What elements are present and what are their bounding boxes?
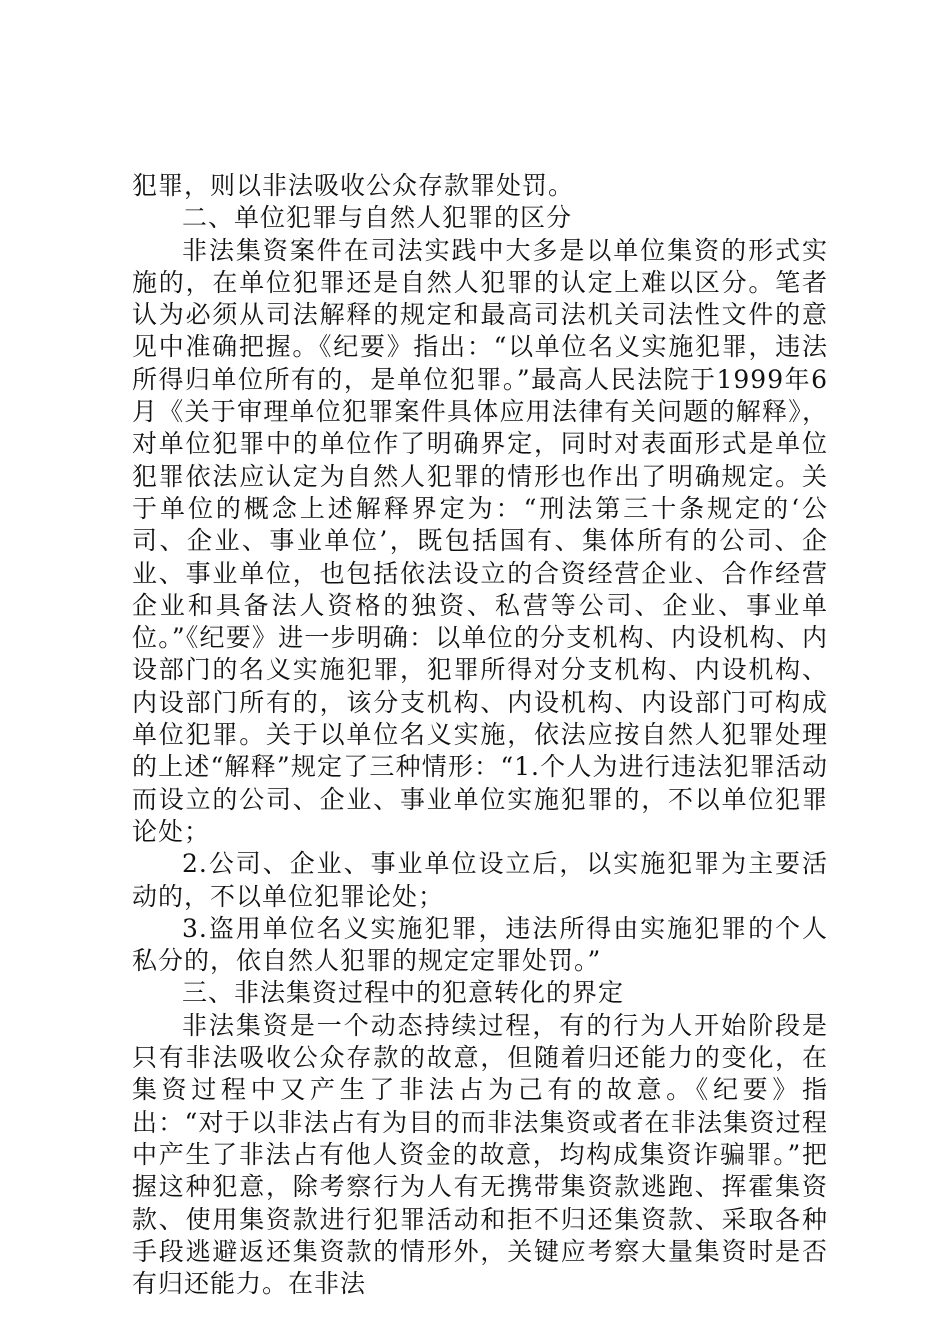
paragraph-item-2: 2.公司、企业、事业单位设立后，以实施犯罪为主要活动的，不以单位犯罪论处； — [132, 849, 828, 911]
paragraph-unit-crime: 非法集资案件在司法实践中大多是以单位集资的形式实施的，在单位犯罪还是自然人犯罪的认定上难以区分。笔者认为必须从司法解释的规定和最高司法机关司法性文件的意见中准确把握。《纪要》指出：“以单位名义实施犯罪，违法所得归单位所有的，是单位犯罪。”最高人民法院于1999年6月《关于审理单位犯罪案件具体应用法律有关问题的解释》，对单位犯罪中的单位作了明确界定，同时对表面形式是单位犯罪依法应认定为自然人犯罪的情形也作出了明确规定。关于单位的概念上述解释界定为：“刑法第三十条规定的‘公司、企业、事业单位’，既包括国有、集体所有的公司、企业、事业单位，也包括依法设立的合资经营企业、合作经营企业和具备法人资格的独资、私营等公司、企业、事业单位。”《纪要》进一步明确：以单位的分支机构、内设机构、内设部门的名义实施犯罪，犯罪所得对分支机构、内设机构、内设部门所有的，该分支机构、内设机构、内设部门可构成单位犯罪。关于以单位名义实施，依法应按自然人犯罪处理的上述“解释”规定了三种情形：“1.个人为进行违法犯罪活动而设立的公司、企业、事业单位实施犯罪的，不以单位犯罪论处； — [132, 235, 828, 846]
document-body — [132, 170, 828, 1300]
section-heading-2: 二、单位犯罪与自然人犯罪的区分 — [182, 203, 573, 233]
paragraph-intent-transformation: 非法集资是一个动态持续过程，有的行为人开始阶段是只有非法吸收公众存款的故意，但随着归还能力的变化，在集资过程中又产生了非法占为己有的故意。《纪要》指出：“对于以非法占有为目的而非法集资或者在非法集资过程中产生了非法占有他人资金的故意，均构成集资诈骗罪。”把握这种犯意，除考察行为人有无携带集资款逃跑、挥霍集资款、使用集资款进行犯罪活动和拒不归还集资款、采取各种手段逃避返还集资款的情形外，关键应考察大量集资时是否有归还能力。在非法 — [132, 1010, 828, 1299]
paragraph-continuation: 犯罪，则以非法吸收公众存款罪处罚。 — [132, 171, 575, 200]
section-heading-3: 三、非法集资过程中的犯意转化的界定 — [182, 978, 625, 1008]
paragraph-item-3: 3.盗用单位名义实施犯罪，违法所得由实施犯罪的个人私分的，依自然人犯罪的规定定罪处罚。” — [132, 913, 828, 976]
